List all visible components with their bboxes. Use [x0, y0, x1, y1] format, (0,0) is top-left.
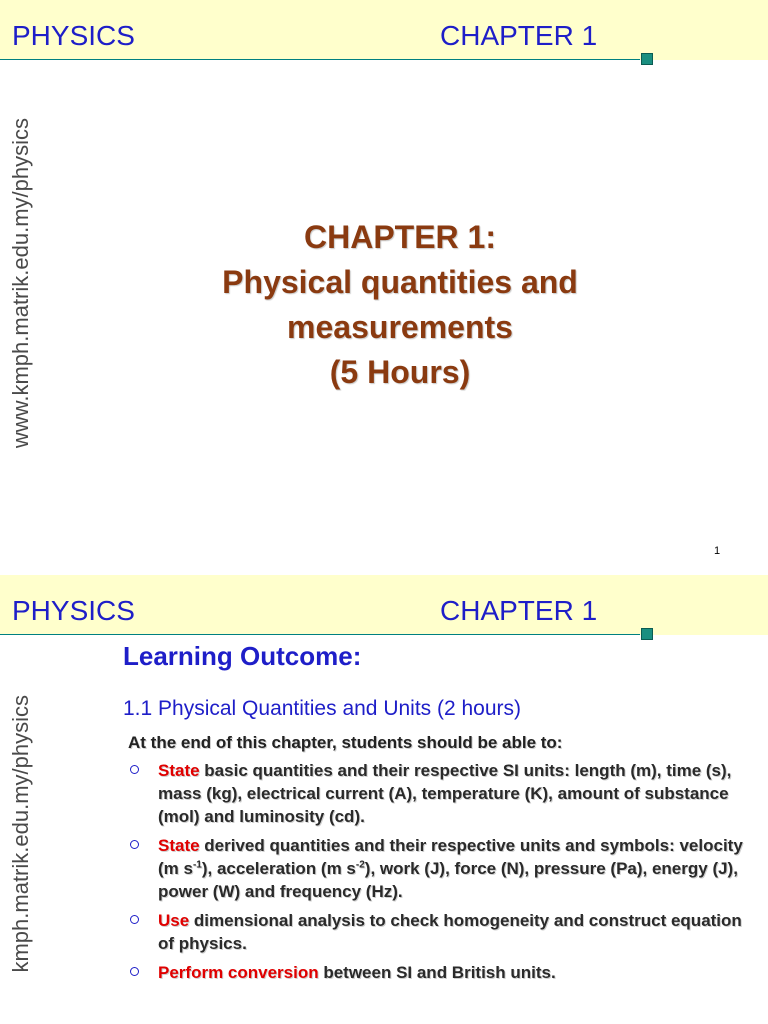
- title-line: measurements: [287, 309, 513, 345]
- learning-outcome-heading: Learning Outcome:: [123, 641, 362, 671]
- title-line: Physical quantities and: [222, 264, 578, 300]
- action-verb: State: [158, 761, 200, 780]
- title-line: (5 Hours): [329, 354, 471, 390]
- list-item: [128, 909, 753, 955]
- circle-bullet-icon: [130, 840, 139, 849]
- list-item: [128, 961, 753, 984]
- list-item: [128, 759, 753, 828]
- side-url: kmph.matrik.edu.my/physics: [8, 695, 33, 973]
- slide-2: [0, 575, 768, 1024]
- item-text: basic quantities and their respective SI units: length (m), time (s), mass (kg), electrical current (A), temperature (K), amount of substance (mol) and luminosity (cd).: [158, 761, 732, 826]
- intro-text: At the end of this chapter, students should be able to:: [128, 733, 563, 752]
- chapter-title: [150, 215, 650, 395]
- section-title: 1.1 Physical Quantities and Units (2 hours): [123, 697, 522, 720]
- item-text: ), acceleration (m s: [201, 859, 356, 878]
- circle-bullet-icon: [130, 967, 139, 976]
- superscript: -2: [355, 859, 365, 871]
- header-subject: PHYSICS: [12, 20, 135, 51]
- item-text: between SI and British units.: [318, 963, 556, 982]
- outcome-list: [128, 759, 753, 990]
- header-chapter: CHAPTER 1: [440, 595, 598, 626]
- superscript: -1: [192, 859, 202, 871]
- header-subject: PHYSICS: [12, 595, 135, 626]
- circle-bullet-icon: [130, 915, 139, 924]
- header-square-icon: [641, 53, 653, 65]
- item-text: derived quantities and their respective units and symbols: velocity (m s: [158, 836, 743, 878]
- circle-bullet-icon: [130, 765, 139, 774]
- item-text: dimensional analysis to check homogeneity and construct equation of physics.: [158, 911, 742, 953]
- header-square-icon: [641, 628, 653, 640]
- item-text: ), work (J), force (N), pressure (Pa), energy (J), power (W) and frequency (Hz).: [158, 859, 738, 901]
- list-item: [128, 834, 753, 903]
- side-url: www.kmph.matrik.edu.my/physics: [8, 118, 33, 449]
- action-verb: State: [158, 836, 200, 855]
- title-line: CHAPTER 1:: [303, 219, 496, 255]
- action-verb: Perform conversion: [158, 963, 319, 982]
- page-number: 1: [714, 545, 721, 557]
- slide-header: [0, 575, 768, 635]
- slide-gap: [0, 565, 768, 575]
- header-chapter: CHAPTER 1: [440, 20, 598, 51]
- action-verb: Use: [158, 911, 190, 930]
- header-divider: [0, 634, 640, 635]
- slide-header: [0, 0, 768, 60]
- header-divider: [0, 59, 640, 60]
